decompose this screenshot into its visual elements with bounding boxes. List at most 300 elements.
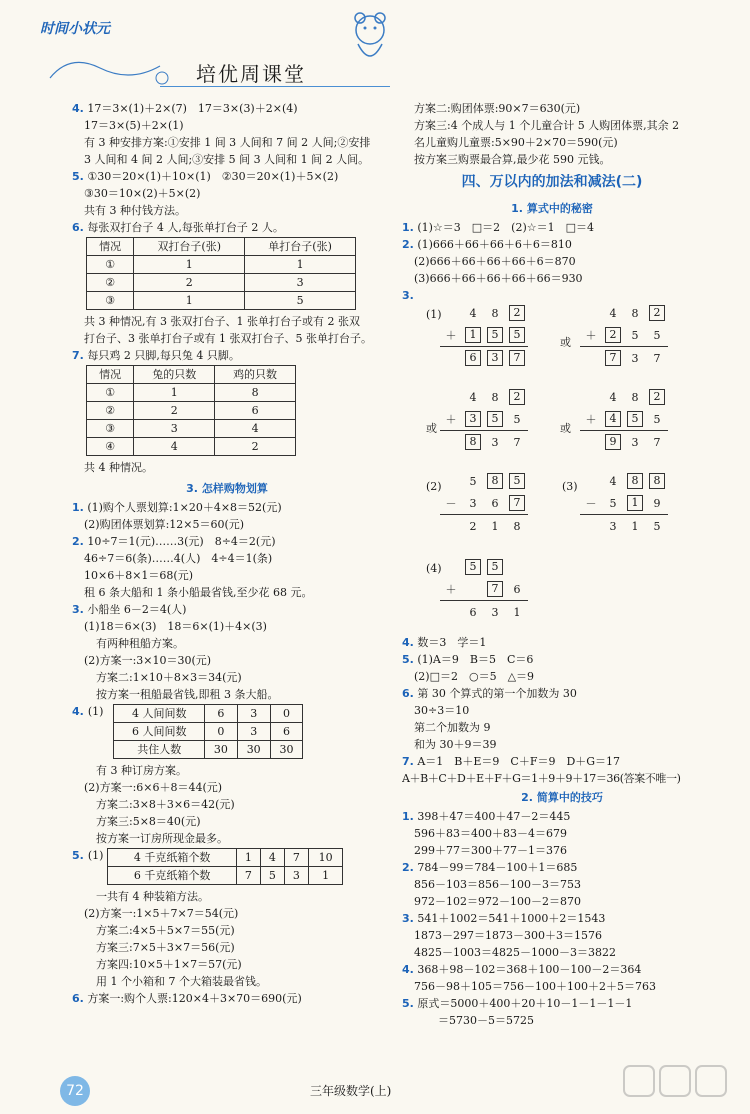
arith-cell: 5 <box>469 474 477 488</box>
answer-line <box>402 651 722 668</box>
arith-puzzle <box>440 470 528 537</box>
answer-box: 4 <box>605 411 621 427</box>
answer-line <box>72 219 382 236</box>
question-number: 3. <box>402 289 414 302</box>
swirl-decoration-icon <box>40 48 180 88</box>
arith-puzzle <box>440 386 528 453</box>
grade-label: 三年级数学(上) <box>310 1084 392 1098</box>
table-row <box>87 438 296 456</box>
arith-row <box>580 470 668 492</box>
arith-row <box>440 302 528 324</box>
arith-cell: 4 <box>469 390 477 404</box>
table-cell: 1 <box>308 867 343 885</box>
answer-line <box>402 961 722 978</box>
arith-cell: 4 <box>609 474 617 488</box>
question-number: 3. <box>72 603 84 616</box>
arith-cell: 5 <box>653 328 661 342</box>
arith-row <box>440 578 528 600</box>
question-number: 7. <box>402 755 414 768</box>
arith-row <box>440 408 528 430</box>
table-cell: 6 人间间数 <box>114 723 205 741</box>
table-row <box>108 849 343 867</box>
answer-box: 2 <box>605 327 621 343</box>
arith-cell: 3 <box>609 519 617 533</box>
arith-cell: 6 <box>513 582 521 596</box>
answer-text: (1)购个人票划算:1×20＋4×8＝52(元) <box>87 501 282 514</box>
answer-text: 398＋47＝400＋47－2＝445 <box>417 810 571 823</box>
table-cell: 0 <box>270 705 303 723</box>
section-heading: 1. 算式中的秘密 <box>511 202 593 215</box>
table-cell: 情况 <box>87 366 134 384</box>
table-cell: 8 <box>215 384 296 402</box>
arith-cell <box>506 327 528 343</box>
answer-text: A＝1 B＋E＝9 C＋F＝9 D＋G＝17 <box>417 755 621 768</box>
answer-line: 用 1 个小箱和 7 个大箱装最省钱。 <box>96 975 267 988</box>
question-number: 4. <box>402 636 414 649</box>
arith-cell: － <box>445 497 457 510</box>
answer-line: 方案三:7×5＋3×7＝56(元) <box>96 941 235 954</box>
answer-line: 方案二:4×5＋5×7＝55(元) <box>96 924 235 937</box>
arith-cell <box>624 473 646 489</box>
right-column-lower <box>402 634 722 1029</box>
answer-box: 7 <box>605 350 621 366</box>
arith-cell: 5 <box>631 328 639 342</box>
answer-text: 原式＝5000＋400＋20＋10－1－1－1－1 <box>417 997 633 1010</box>
answer-text: 368＋98－102＝368＋100－100－2＝364 <box>417 963 642 976</box>
answer-box: 5 <box>487 327 503 343</box>
table-cell: 单打台子(张) <box>245 238 356 256</box>
table-row <box>87 420 296 438</box>
arith-cell: ＋ <box>445 583 457 596</box>
arith-cell: ＋ <box>445 329 457 342</box>
question-number: 5. <box>72 849 84 862</box>
answer-box: 7 <box>509 495 525 511</box>
table-cell: 4 <box>260 849 284 867</box>
arith-cell: 4 <box>609 306 617 320</box>
question-number: 4. <box>402 963 414 976</box>
table-cell: 30 <box>270 741 303 759</box>
arith-row <box>580 346 668 369</box>
arith-cell: ＋ <box>585 413 597 426</box>
answer-line: 299＋77＝300＋77－1＝376 <box>414 844 567 857</box>
answer-box: 2 <box>509 389 525 405</box>
arith-cell: 8 <box>631 306 639 320</box>
answer-line: 方案二:购团体票:90×7＝630(元) <box>414 102 581 115</box>
answer-text: 17＝3×(1)＋2×(7) 17＝3×(3)＋2×(4) <box>87 102 298 115</box>
answer-line <box>72 533 382 550</box>
table-cell: 4 人间间数 <box>114 705 205 723</box>
table-cell: 1 <box>134 384 215 402</box>
puzzle-label: 或 <box>560 422 571 435</box>
arith-row <box>440 386 528 408</box>
table-room-options <box>113 704 303 759</box>
answer-box: 1 <box>627 495 643 511</box>
question-number: 6. <box>402 687 414 700</box>
table-cell: 4 千克纸箱个数 <box>108 849 236 867</box>
table-cell: 6 千克纸箱个数 <box>108 867 236 885</box>
answer-line <box>72 100 382 117</box>
answer-text: 541＋1002＝541＋1000＋2＝1543 <box>417 912 606 925</box>
answer-line <box>72 347 382 364</box>
arith-cell <box>462 434 484 450</box>
answer-line: 租 6 条大船和 1 条小船最省钱,至少花 68 元。 <box>84 586 313 599</box>
answer-line: 46÷7＝6(条)……4(人) 4÷4＝1(条) <box>84 552 273 565</box>
table-cell: 3 <box>284 867 308 885</box>
arith-cell <box>484 559 506 575</box>
brand-logo: 时间小状元 <box>40 21 110 37</box>
table-cell: 10 <box>308 849 343 867</box>
answer-line: 有 3 种安排方案:①安排 1 间 3 人间和 7 间 2 人间;②安排 <box>84 136 371 149</box>
arith-puzzle <box>440 556 528 623</box>
puzzle-label: (1) <box>426 308 442 321</box>
arith-cell <box>506 389 528 405</box>
table-cell: 6 <box>205 705 238 723</box>
arith-cell: － <box>585 497 597 510</box>
answer-line: 方案三:4 个成人与 1 个儿童合计 5 人购团体票,其余 2 <box>414 119 680 132</box>
arith-cell: 1 <box>631 519 639 533</box>
question-number: 1. <box>402 810 414 823</box>
arith-cell <box>462 327 484 343</box>
arith-puzzle <box>580 386 668 453</box>
answer-text: (1)☆＝3 □＝2 (2)☆＝1 □＝4 <box>417 221 595 234</box>
answer-text: 数＝3 学＝1 <box>417 636 487 649</box>
arith-cell: 4 <box>609 390 617 404</box>
answer-text: ①30＝20×(1)＋10×(1) ②30＝20×(1)＋5×(2) <box>87 170 339 183</box>
answer-line <box>72 499 382 516</box>
table-row <box>87 274 356 292</box>
answer-box: 2 <box>649 305 665 321</box>
answer-line: 共 4 种情况。 <box>84 461 153 474</box>
table-cell: 1 <box>134 292 245 310</box>
table-cell: 兔的只数 <box>134 366 215 384</box>
answer-box: 8 <box>649 473 665 489</box>
table-row <box>87 292 356 310</box>
puzzle-label: 或 <box>560 336 571 349</box>
answer-line: 有 3 种订房方案。 <box>96 764 187 777</box>
table-cell: 3 <box>237 705 270 723</box>
answer-line: 856－103＝856－100－3＝753 <box>414 878 581 891</box>
answer-box: 8 <box>627 473 643 489</box>
answer-text: 10÷7＝1(元)……3(元) 8÷4＝2(元) <box>87 535 276 548</box>
answer-line: 3 人间和 4 间 2 人间;③安排 5 间 3 人间和 1 间 2 人间。 <box>84 153 370 166</box>
answer-line <box>402 634 722 651</box>
question-number: 6. <box>72 992 84 1005</box>
table-cell: ③ <box>87 292 134 310</box>
table-cell: 2 <box>134 274 245 292</box>
answer-line: 596＋83＝400＋83－4＝679 <box>414 827 567 840</box>
arith-row <box>580 408 668 430</box>
table-cell: 7 <box>236 867 260 885</box>
arith-cell: 5 <box>653 519 661 533</box>
arith-cell <box>506 473 528 489</box>
table-row <box>108 867 343 885</box>
question-number: 1. <box>402 221 414 234</box>
answer-box: 7 <box>487 581 503 597</box>
arith-cell <box>484 350 506 366</box>
table-header-row <box>87 366 296 384</box>
arith-cell: 8 <box>491 390 499 404</box>
arith-puzzle <box>580 470 668 537</box>
table-cell: 30 <box>205 741 238 759</box>
answer-line <box>402 995 722 1012</box>
answer-line: 有两种租船方案。 <box>96 637 184 650</box>
arith-row <box>440 492 528 514</box>
answer-line: (2)□＝2 ○＝5 △＝9 <box>414 670 535 683</box>
mascot-icon <box>340 8 400 78</box>
arith-row <box>440 470 528 492</box>
arith-cell: 3 <box>631 435 639 449</box>
answer-line <box>402 236 702 253</box>
arith-cell: 7 <box>513 435 521 449</box>
answer-line: 按方案一订房所现金最多。 <box>96 832 228 845</box>
answer-line: ③30＝10×(2)＋5×(2) <box>84 187 201 200</box>
arith-row <box>580 514 668 537</box>
arith-cell <box>506 495 528 511</box>
table-cell: ② <box>87 274 134 292</box>
answer-line <box>402 859 722 876</box>
table-cell: 情况 <box>87 238 134 256</box>
table-cell: 1 <box>134 256 245 274</box>
table-cell: ③ <box>87 420 134 438</box>
question-number: 4. <box>72 705 84 718</box>
answer-box: 5 <box>509 473 525 489</box>
arith-cell <box>462 559 484 575</box>
table-cell: ① <box>87 384 134 402</box>
table-cell: 2 <box>134 402 215 420</box>
answer-line <box>402 219 702 236</box>
table-row <box>114 705 303 723</box>
answer-line: 方案二:1×10＋8×3＝34(元) <box>96 671 242 684</box>
arith-cell: 9 <box>653 496 661 510</box>
arith-cell <box>624 411 646 427</box>
answer-line: (2)666＋66＋66＋66＋6＝870 <box>414 255 576 268</box>
arith-row <box>580 492 668 514</box>
question-number: 6. <box>72 221 84 234</box>
arith-row <box>440 346 528 369</box>
table-cell: 2 <box>215 438 296 456</box>
answer-line: 共 3 种情况,有 3 张双打台子、1 张单打台子或有 2 张双 <box>84 315 360 328</box>
answer-line: 方案三:5×8＝40(元) <box>96 815 201 828</box>
question-number: 2. <box>402 238 414 251</box>
table-row <box>87 256 356 274</box>
question-number: 1. <box>72 501 84 514</box>
answer-box: 2 <box>509 305 525 321</box>
answer-line: 756－98＋105＝756－100＋100＋2＋5＝763 <box>414 980 656 993</box>
answer-line <box>402 808 722 825</box>
answer-line: (1)18＝6×(3) 18＝6×(1)＋4×(3) <box>84 620 267 633</box>
answer-line: 方案四:10×5＋1×7＝57(元) <box>96 958 242 971</box>
table-cell: 4 <box>215 420 296 438</box>
question-number: 2. <box>72 535 84 548</box>
arith-cell <box>646 473 668 489</box>
table-cell: 5 <box>260 867 284 885</box>
table-cell: 3 <box>245 274 356 292</box>
arith-row <box>440 600 528 623</box>
table-cell: 7 <box>284 849 308 867</box>
answer-line: 和为 30＋9＝39 <box>414 738 497 751</box>
answer-box: 8 <box>465 434 481 450</box>
answer-line: 按方案一租船最省钱,即租 3 条大船。 <box>96 688 279 701</box>
table-header-row <box>87 238 356 256</box>
question-number: 5. <box>402 997 414 1010</box>
answer-line: 1873－297＝1873－300＋3＝1576 <box>414 929 602 942</box>
puzzle-label: (3) <box>562 480 578 493</box>
arith-cell <box>602 350 624 366</box>
answer-line: 972－102＝972－100－2＝870 <box>414 895 581 908</box>
answer-text: 784－99＝784－100＋1＝685 <box>417 861 578 874</box>
arith-row <box>580 386 668 408</box>
answer-box: 3 <box>487 350 503 366</box>
question-number: 3. <box>402 912 414 925</box>
answer-box: 1 <box>465 327 481 343</box>
arith-row <box>440 514 528 537</box>
arith-cell <box>506 305 528 321</box>
answer-line: 打台子、3 张单打台子或有 1 张双打台子、5 张单打台子。 <box>84 332 372 345</box>
page-number-badge: 72 <box>60 1076 90 1106</box>
arith-cell: 3 <box>469 496 477 510</box>
table-cell: 3 <box>134 420 215 438</box>
answer-line: 10×6＋8×1＝68(元) <box>84 569 194 582</box>
table-cell: 6 <box>270 723 303 741</box>
question-number: 4. <box>72 102 84 115</box>
answer-line: (2)方案一:6×6＋8＝44(元) <box>84 781 223 794</box>
title-underline <box>160 86 390 87</box>
arith-row <box>580 430 668 453</box>
arith-cell: 5 <box>609 496 617 510</box>
answer-text: 每只鸡 2 只脚,每只兔 4 只脚。 <box>87 349 240 362</box>
answer-line <box>72 990 382 1007</box>
table-cell: 3 <box>237 723 270 741</box>
answer-line <box>72 168 382 185</box>
sub-number: (1) <box>87 705 104 718</box>
table-chicken-rabbit <box>86 365 296 456</box>
arith-cell: 3 <box>491 435 499 449</box>
arith-row <box>580 302 668 324</box>
answer-line <box>402 685 722 702</box>
arith-cell: 6 <box>469 605 477 619</box>
table-row <box>114 723 303 741</box>
arith-cell <box>484 473 506 489</box>
table-cell: 鸡的只数 <box>215 366 296 384</box>
table-cell: ② <box>87 402 134 420</box>
arith-row <box>440 324 528 346</box>
arith-cell: ＋ <box>445 413 457 426</box>
arith-cell <box>646 305 668 321</box>
answer-text: 每张双打台子 4 人,每张单打台子 2 人。 <box>87 221 284 234</box>
question-number: 5. <box>402 653 414 666</box>
table-cell: 0 <box>205 723 238 741</box>
answer-text: 第 30 个算式的第一个加数为 30 <box>417 687 577 700</box>
answer-text: 小船坐 6－2＝4(人) <box>87 603 187 616</box>
answer-line: 30÷3＝10 <box>414 704 470 717</box>
arith-cell: 8 <box>491 306 499 320</box>
arith-cell: 7 <box>653 435 661 449</box>
answer-box: 5 <box>509 327 525 343</box>
table-cell: 1 <box>245 256 356 274</box>
answer-line: 名儿童购儿童票:5×90＋2×70＝590(元) <box>414 136 618 149</box>
arith-cell: 3 <box>491 605 499 619</box>
table-cell: 5 <box>245 292 356 310</box>
arith-cell: 1 <box>491 519 499 533</box>
arith-cell <box>484 411 506 427</box>
table-row <box>114 741 303 759</box>
answer-line: (2)方案一:1×5＋7×7＝54(元) <box>84 907 239 920</box>
table-cell: 共住人数 <box>114 741 205 759</box>
answer-line: 共有 3 种付钱方法。 <box>84 204 186 217</box>
table-row <box>87 402 296 420</box>
arith-cell: 4 <box>469 306 477 320</box>
arith-row <box>440 556 528 578</box>
answer-line: 方案二:3×8＋3×6＝42(元) <box>96 798 235 811</box>
answer-line: 按方案三购票最合算,最少花 590 元钱。 <box>414 153 611 166</box>
arith-cell <box>484 581 506 597</box>
arith-cell: 2 <box>469 519 477 533</box>
answer-box: 7 <box>509 350 525 366</box>
arith-cell: 5 <box>653 412 661 426</box>
table-table-tennis <box>86 237 356 310</box>
answer-box: 6 <box>465 350 481 366</box>
arith-cell: 1 <box>513 605 521 619</box>
arith-cell: 7 <box>653 351 661 365</box>
table-cell: 双打台子(张) <box>134 238 245 256</box>
table-cell: 4 <box>134 438 215 456</box>
arith-cell <box>506 350 528 366</box>
arith-cell: 8 <box>631 390 639 404</box>
answer-line <box>402 753 722 770</box>
answer-line <box>402 910 722 927</box>
arith-cell <box>462 411 484 427</box>
arith-cell: ＋ <box>585 329 597 342</box>
answer-line: 17＝3×(5)＋2×(1) <box>84 119 184 132</box>
answer-line <box>72 601 382 618</box>
arith-cell <box>462 350 484 366</box>
chapter-heading: 四、万以内的加法和减法(二) <box>461 174 643 190</box>
answer-block <box>72 703 382 762</box>
arith-cell <box>484 327 506 343</box>
answer-box: 5 <box>487 411 503 427</box>
right-column <box>402 100 702 304</box>
arith-puzzle <box>440 302 528 369</box>
answer-text: 方案一:购个人票:120×4＋3×70＝690(元) <box>87 992 302 1005</box>
answer-line: (2)购团体票划算:12×5＝60(元) <box>84 518 245 531</box>
table-box-options <box>107 848 343 885</box>
puzzle-label: 或 <box>426 422 437 435</box>
question-number: 7. <box>72 349 84 362</box>
arith-cell: 6 <box>491 496 499 510</box>
arith-cell <box>602 327 624 343</box>
table-cell: ④ <box>87 438 134 456</box>
section-heading: 2. 简算中的技巧 <box>521 791 603 804</box>
answer-line: 第二个加数为 9 <box>414 721 491 734</box>
left-column <box>72 100 382 1007</box>
arith-puzzle <box>580 302 668 369</box>
answer-box: 8 <box>487 473 503 489</box>
arith-cell: 3 <box>631 351 639 365</box>
table-cell: 6 <box>215 402 296 420</box>
answer-box: 5 <box>465 559 481 575</box>
answer-box: 3 <box>465 411 481 427</box>
arith-cell <box>624 495 646 511</box>
answer-box: 5 <box>627 411 643 427</box>
answer-box: 9 <box>605 434 621 450</box>
answer-line: A＋B＋C＋D＋E＋F＋G＝1＋9＋9＋17＝36(答案不唯一) <box>402 772 681 785</box>
answer-line: 4825－1003＝4825－1000－3＝3822 <box>414 946 616 959</box>
arith-cell <box>602 411 624 427</box>
arith-cell: 8 <box>513 519 521 533</box>
puzzle-label: (4) <box>426 562 442 575</box>
answer-line: (3)666＋66＋66＋66＋66＝930 <box>414 272 583 285</box>
answer-line: ＝5730－5＝5725 <box>438 1014 534 1027</box>
